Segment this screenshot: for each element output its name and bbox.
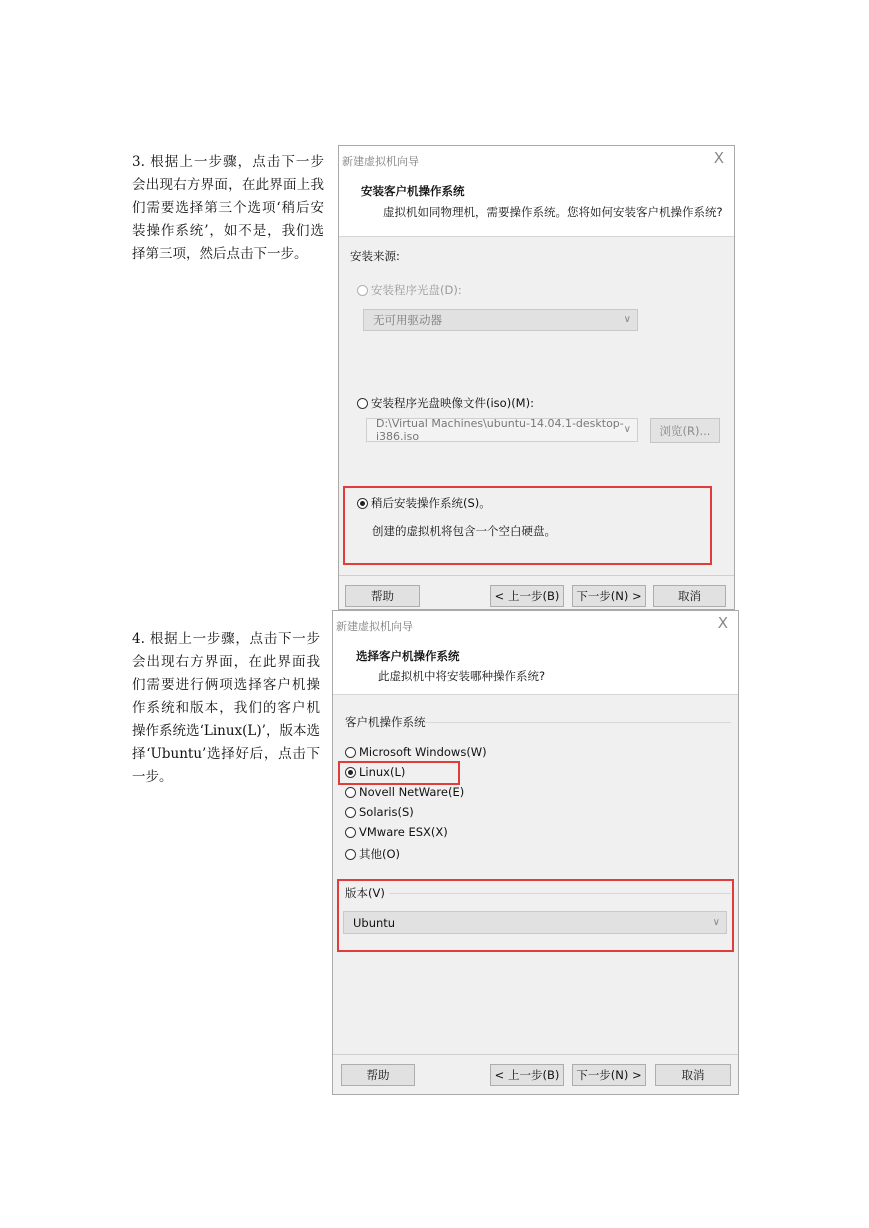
radio-circle-icon	[345, 807, 356, 818]
browse-button[interactable]: 浏览(R)...	[650, 418, 720, 443]
os-option-label: 其他(O)	[359, 847, 401, 861]
window-title: 新建虚拟机向导	[336, 620, 413, 633]
os-option-label: VMware ESX(X)	[359, 825, 448, 839]
radio-circle-icon	[357, 398, 368, 409]
radio-circle-icon	[345, 747, 356, 758]
dialog-header	[339, 146, 734, 237]
radio-install-iso[interactable]	[357, 395, 534, 411]
highlight-box	[338, 761, 460, 785]
dialog-subheading: 此虚拟机中将安装哪种操作系统?	[378, 669, 546, 683]
dialog-heading: 安装客户机操作系统	[361, 184, 465, 198]
step3-instruction: 3. 根据上一步骤，点击下一步会出现右方界面，在此界面上我们需要选择第三个选项‘稍后安装操作系统’，如不是，我们选择第三项，然后点击下一步。	[132, 154, 324, 262]
radio-install-iso-label: 安装程序光盘映像文件(iso)(M):	[371, 396, 534, 410]
radio-circle-icon	[345, 787, 356, 798]
dialog-header	[333, 611, 738, 695]
highlight-box	[343, 486, 712, 565]
version-label: 版本(V)	[345, 886, 385, 900]
close-icon[interactable]: X	[717, 614, 728, 632]
os-option-label: Linux(L)	[359, 765, 406, 779]
os-group-label: 客户机操作系统	[345, 715, 426, 729]
os-option-other[interactable]	[345, 846, 400, 862]
os-option-esx[interactable]	[345, 825, 448, 839]
os-option-netware[interactable]	[345, 785, 464, 799]
disc-drive-value: 无可用驱动器	[373, 313, 442, 327]
install-guest-os-dialog	[338, 145, 735, 610]
radio-install-disc-label: 安装程序光盘(D):	[371, 283, 462, 297]
os-option-solaris[interactable]	[345, 805, 414, 819]
close-icon[interactable]: X	[713, 149, 724, 167]
group-divider	[425, 722, 731, 723]
select-guest-os-dialog	[332, 610, 739, 1095]
radio-install-later-label: 稍后安装操作系统(S)。	[371, 496, 491, 510]
back-button[interactable]: < 上一步(B)	[490, 1064, 564, 1086]
cancel-button[interactable]: 取消	[653, 585, 726, 607]
radio-circle-icon	[345, 827, 356, 838]
dialog-heading: 选择客户机操作系统	[356, 649, 460, 663]
radio-circle-icon	[345, 849, 356, 860]
help-button[interactable]: 帮助	[345, 585, 420, 607]
next-button[interactable]: 下一步(N) >	[572, 585, 646, 607]
next-button[interactable]: 下一步(N) >	[572, 1064, 646, 1086]
chevron-down-icon: ∨	[712, 916, 720, 928]
iso-path-value: D:\Virtual Machines\ubuntu-14.04.1-desktop-i386.iso	[376, 417, 624, 443]
os-option-label: Novell NetWare(E)	[359, 785, 465, 799]
iso-path-select[interactable]	[366, 418, 638, 442]
chevron-down-icon: ∨	[623, 313, 631, 325]
help-button[interactable]: 帮助	[341, 1064, 415, 1086]
window-title: 新建虚拟机向导	[342, 155, 419, 168]
os-option-label: Solaris(S)	[359, 805, 414, 819]
back-button[interactable]: < 上一步(B)	[490, 585, 564, 607]
footer-divider	[333, 1054, 738, 1055]
os-option-windows[interactable]	[345, 745, 487, 759]
highlight-box	[337, 879, 734, 952]
install-later-description: 创建的虚拟机将包含一个空白硬盘。	[372, 524, 556, 538]
version-value: Ubuntu	[353, 915, 396, 930]
radio-install-disc[interactable]	[357, 282, 462, 298]
step4-instruction: 4. 根据上一步骤，点击下一步会出现右方界面，在此界面我们需要进行俩项选择客户机操作系统和版本，我们的客户机操作系统选‘Linux(L)’，版本选择‘Ubuntu’选择好后，点击下一步。	[132, 631, 320, 785]
chevron-down-icon: ∨	[623, 423, 631, 435]
disc-drive-select[interactable]	[363, 309, 638, 331]
dialog-subheading: 虚拟机如同物理机，需要操作系统。您将如何安装客户机操作系统?	[383, 205, 723, 219]
install-source-label: 安装来源:	[350, 249, 400, 263]
cancel-button[interactable]: 取消	[655, 1064, 731, 1086]
footer-divider	[339, 575, 734, 576]
radio-circle-icon	[357, 285, 368, 296]
os-option-label: Microsoft Windows(W)	[359, 745, 487, 759]
